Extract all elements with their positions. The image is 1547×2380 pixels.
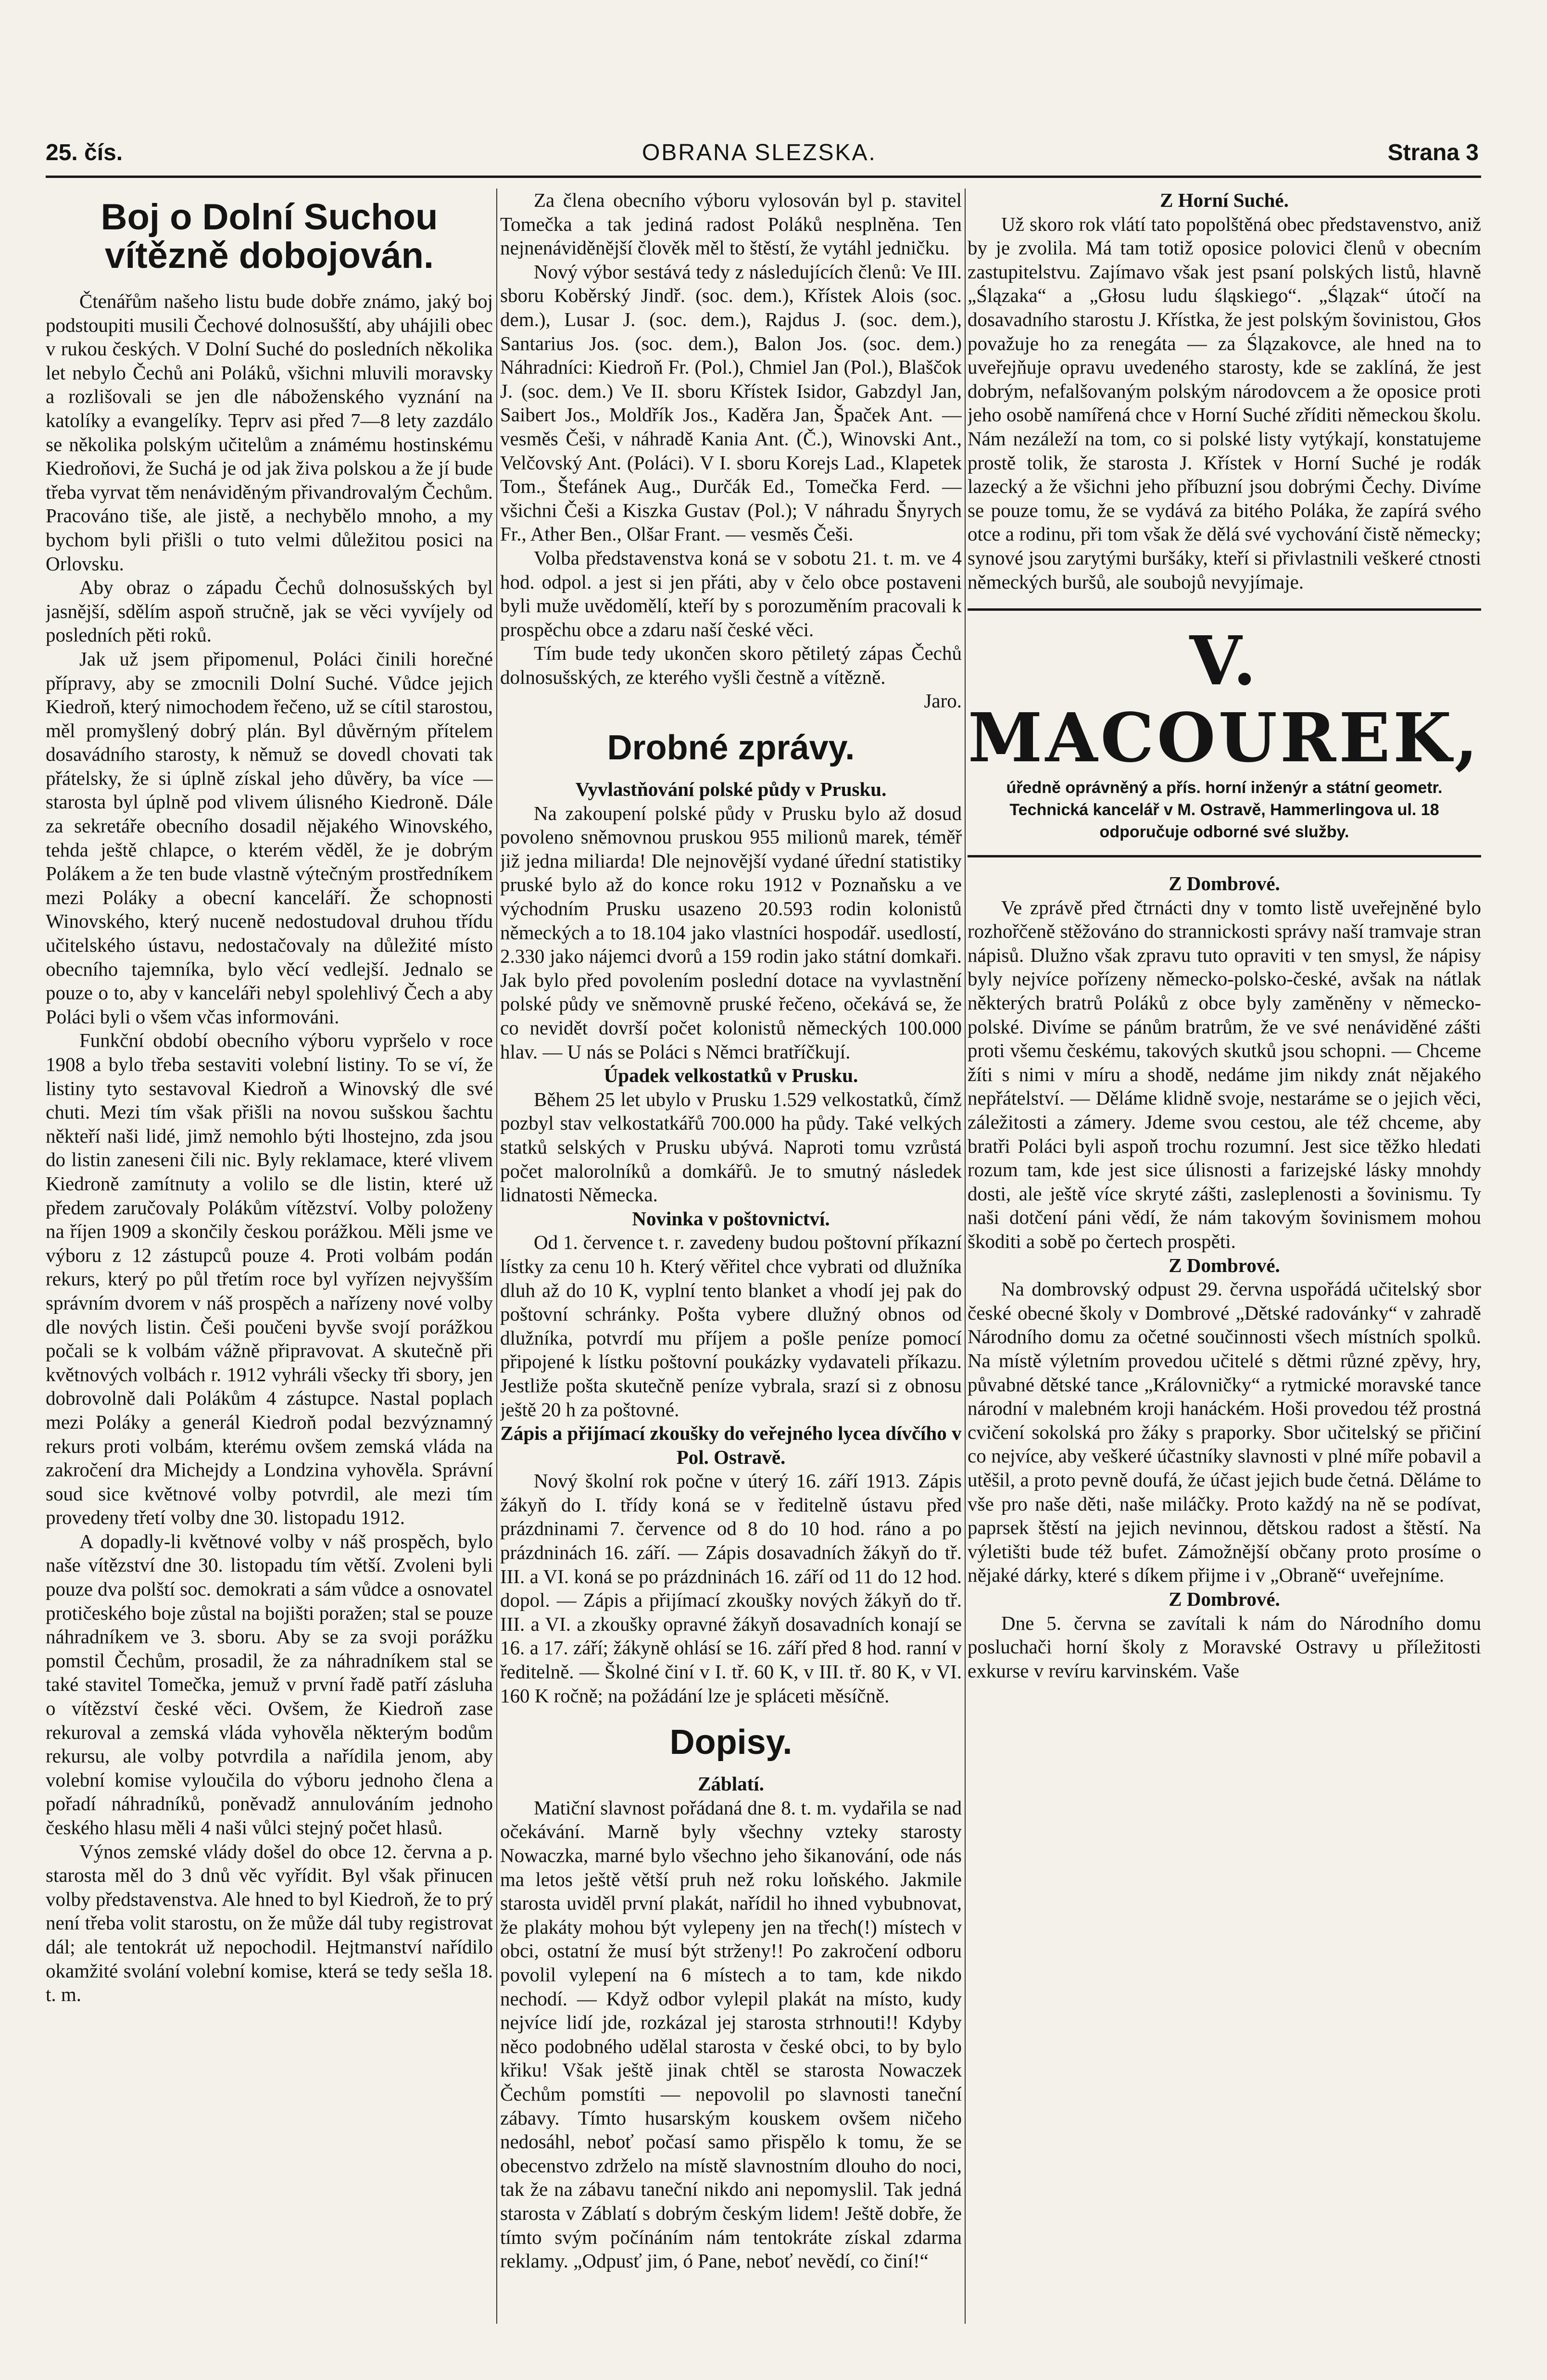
letter-text: Ve zprávě před čtrnácti dny v tomto listě uveřejněné bylo rozhořčeně stěžováno do strannickosti správy naší tramvaje stran nápisů. Dlužno však zpravu tuto opraviti v ten smysl, že nápisy byly nejvíce pořízeny německo-polsko-české, avšak na nátlak některých bratrů Poláků z obce byly zaměněny v německo-polské. Divíme se pánům bratrům, že ve své nenáviděné zášti proti všemu českému, takových skutků jsou schopni. — Chceme žíti s nimi v míru a shodě, nedáme jim nikdy znát nějakého nepřátelství. — Děláme klidně svoje, nestaráme se o jejich věci, záležitosti a zámery. Jdeme svou cestou, ale též chceme, aby bratři Poláci byli aspoň trochu rozumní. Jest sice těžko hledati rozum tam, kde jest sice úlisnosti a farizejské lásky mnohdy dosti, ale ještě více skryté zášti, zasleplenosti a šovinismu. Ty naši dotčení páni vědí, že nám takovým šovinismem mohou škoditi a sobě po čertech prospěti.: [968, 896, 1481, 1252]
column-divider: [965, 189, 966, 2324]
column-divider: [496, 189, 497, 2324]
page-number: Strana 3: [1387, 140, 1479, 165]
ad-line: úředně oprávněný a přís. horní inženýr a státní geometr.: [1006, 779, 1443, 797]
section-title-dopisy: Dopisy.: [669, 1723, 792, 1762]
letter-text: Dne 5. června se zavítali k nám do Národního domu posluchači horní školy z Moravské Ostravy u příležitosti exkurse v revíru karvinském. Vaše: [968, 1612, 1481, 1682]
issue-number: 25. čís.: [46, 140, 123, 165]
letter-heading: Z Dombrové.: [1169, 872, 1280, 895]
column-1: [46, 189, 493, 2329]
letter-text: Už skoro rok vlátí tato popolštěná obec představenstvo, aniž by je zvolila. Má tam totiž oposice polovici členů v obecním zastupitelstvu. Zajímavo však jest psaní polských listů, hlavně „Ślązaka“ a „Głosu ludu śląskiego“. „Ślązak“ útočí na dosavadního starostu J. Křístka, že jest polským šovinistou, Głos považuje ho za renegáta — za Ślązakovce, ale hned na to uveřejňuje opravu uvedeného starosty, kde se zaklíná, že jest dobrým, nefalšovaným polským národovcem a že oposice proti jeho osobě namířená chce v Horní Suché zříditi německou školu. Nám nezáleží na tom, co si polské listy vytýkají, konstatujeme prostě tolik, že starosta J. Křístek v Horní Suché je rodák lazecký a že všichni jeho příbuzní jsou dobrými Čechy. Divíme se pouze tomu, že se vydává za bitého Poláka, že zapírá svého otce a rodinu, při tom však že dělá své vychování čistě německy; synové jsou zarytými buršáky, kteří si přivlastnili veškeré ctnosti německých buršů, ale soubojů nevyjímaje.: [968, 213, 1481, 593]
article-paragraph: Aby obraz o západu Čechů dolnosušských byl jasnější, sdělím aspoň stručně, jak se věci vyvíjely od posledních pěti roků.: [46, 576, 493, 646]
article-paragraph: Tím bude tedy ukončen skoro pětiletý zápas Čechů dolnosušských, ze kterého vyšli čestně a vítězně.: [500, 642, 962, 688]
ad-line: Technická kancelář v M. Ostravě, Hammerlingova ul. 18: [1009, 801, 1439, 819]
letter-heading: Z Dombrové.: [1169, 1254, 1280, 1276]
article-paragraph: Funkční období obecního výboru vypršelo v roce 1908 a bylo třeba sestaviti volební listiny. To se ví, že listiny tyto sestavoval Kiedroň a Winovský dle své chuti. Mezi tím však přišli na novou sušskou šachtu někteří naši lidé, jimž nemohlo býti lhostejno, zda jsou do listin zaneseni čili nic. Byly reklamace, které vlivem Kiedroně zamítnuty a volilo se dle listin, které už předem zaručovaly Polákům vítězství. Volby položeny na říjen 1909 a skončily českou porážkou. Měli jsme ve výboru z 12 zástupců pouze 4. Proti volbám podán rekurs, který po půl třetím roce byl vyřízen nejvyšším správním dvorem v náš prospěch a nařízeny nové volby dle nových listin. Češi poučeni byvše svojí porážkou počali se k volbám vážně připravovat. A skutečně při květnových volbách r. 1912 vyhráli všecky tři sbory, jen dobrovolně dali Polákům 4 zástupce. Nastal poplach mezi Poláky a generál Kiedroň podal bezvýznamný rekurs proti volbám, kterému ovšem zemská vláda na zakročení dra Michejdy a Londzina vyhověla. Správní soud sice květnové volby potvrdil, ale mezi tím provedeny třetí volby dne 30. listopadu 1912.: [46, 1029, 493, 1529]
article-paragraph: Nový výbor sestává tedy z následujících členů: Ve III. sboru Koběrský Jindř. (soc. dem.), Křístek Alois (soc. dem.), Lusar J. (soc. dem.), Rajdus J. (soc. dem.), Santarius Jos. (soc. dem.), Balon Jos. (soc. dem.) Náhradníci: Kiedroň Fr. (Pol.), Chmiel Jan (Pol.), Blaščok J. (soc. dem.) Ve II. sboru Křístek Isidor, Gabzdyl Jan, Saibert Jos., Moldřík Jos., Kaděra Jan, Špaček Ant. — vesměs Češi, v náhradě Kania Ant. (Č.), Winovski Ant., Velčovský Ant. (Poláci). V I. sboru Korejs Lad., Klapetek Tom., Štefánek Aug., Durčák Ed., Tomečka Ferd. — všichni Češi a Kiszka Gustav (Pol.); V náhradu Šnyrych Fr., Ather Ben., Olšar Frant. — vesměs Češi.: [500, 260, 962, 545]
column-3: [968, 189, 1481, 2329]
column-2: [500, 189, 962, 2329]
article-title: Boj o Dolní Suchou vítězně dobojován.: [101, 197, 438, 276]
page-header: [46, 139, 1479, 168]
article-paragraph: A dopadly-li květnové volby v náš prospěch, bylo naše vítězství dne 30. listopadu tím větší. Zvoleni byli pouze dva polští soc. demokrati a sám vůdce a osnovatel protičeského boje zůstal na bojišti poražen; stal se pouze náhradníkem ve 3. sboru. Aby se za svoji porážku pomstil Čechům, prosadil, že za náhradníkem stal se také stavitel Tomečka, jemuž v první řadě patří zásluha o vítězství české věci. Ovšem, že Kiedroň zase rekuroval a zemská vláda vyhověla některým bodům rekursu, ale volby potvrdila a nařídila jenom, aby volební komise vyloučila do výboru jednoho člena a pořadí náhradníků, poněvadž annulováním jednoho českého hlasu měli 4 naši vůlci stejný počet hlasů.: [46, 1530, 493, 1839]
article-paragraph: Výnos zemské vlády došel do obce 12. června a p. starosta měl do 3 dnů věc vyřídit. Byl však přinucen volby představenstva. Ale hned to byl Kiedroň, že to prý není třeba volit starostu, on že může dál tuby registrovat dál; ale tentokrát už nepochodil. Hejtmanství nařídilo okamžité svolání volební komise, která se tedy sešla 18. t. m.: [46, 1840, 493, 2006]
article-paragraph: Jak už jsem připomenul, Poláci činili horečné přípravy, aby se zmocnili Dolní Suché. Vůdce jejich Kiedroň, který nimochodem řečeno, už se cítil starostou, měl promyšlený dobrý plán. Byl důvěrným přítelem dosavádního starosty, k němuž se dovedl chovati tak přátelsky, že si úplně získal jeho důvěry, ba více — starosta byl úplně pod vlivem úlisného Kiedroně. Dále za sekretáře obecního dosadil nějakého Winovského, tehda ještě chlapce, o kterém věděl, že je dobrým Polákem a že ten bude vlastně výtečným prostředníkem mezi Poláky a obecní kanceláří. Že schopnosti Winovského, který nuceně nedostudoval druhou třídu učitelského ústavu, nedostačovaly na důležité místo obecního tajemníka, bylo věcí vedlejší. Jednalo se pouze o to, aby v kanceláři nebyl spolehlivý Čech a aby Poláci byli o všem včas informováni.: [46, 647, 493, 1028]
letter-text: Na dombrovský odpust 29. června uspořádá učitelský sbor české obecné školy v Dombrové „Dětské radovánky“ v zahradě Národního domu za očetné součinnosti všech místních spolků. Na místě výletním provedou učitelé s dětmi různé zpěvy, hry, půvabné dětské tance „Královničky“ a rytmické moravské tance národní v malebném kroji hanáckém. Hoši provedou též prostná cvičení sokolská pro žáky s praporky. Sbor učitelský se přičiní co nejvíce, aby veškeré účastníky slavnosti v plné míře pobavil a utěšil, a proto pevně doufá, že účast jejich bude četná. Děláme to vše pro naše děti, naše miláčky. Proto každý na ně se podívat, paprsek štěstí na jejich nevinnou, dětskou radost a štěstí. Na výletišti bude též bufet. Zámožnější občany proto prosíme o nějaké dárky, které s díkem přijme i v „Obraně“ uveřejníme.: [968, 1278, 1481, 1587]
ad-line: odporučuje odborné své služby.: [1099, 823, 1349, 842]
news-heading: Novinka v poštovnictví.: [632, 1207, 830, 1230]
letter-text: Matiční slavnost pořádaná dne 8. t. m. vydařila se nad očekávání. Marně byly všechny vzteky starosty Nowaczka, marné bylo všechno jeho šikanování, ode nás ma letos ještě větší pruh než roku loňského. Jakmile starosta uviděl první plakát, nařídil ho ihned vybubnovat, že plakáty mohou být vylepeny jen na třech(!) místech v obci, ostatní že musí být strženy!! Po zakročení odboru povolil vylepení na 6 místech a to tam, kde nikdo nechodí. — Když odbor vylepil plakát na místo, kudy nejvíce lidí jde, rozkázal jej starosta strhnouti!! Kdyby něco podobného udělal starosta v české obci, to by bylo křiku! Však ještě jinak chtěl se starosta Nowaczek Čechům pomstíti — nepovolil po slavnosti taneční zábavy. Tímto husarským kouskem ovšem ničeho nedosáhl, neboť počasí samo přispělo k tomu, že se obecenstvo zdrželo na místě slavnostním dlouho do noci, tak že na zábavu taneční nikdo ani nepomyslil. Tak jedná starosta v Záblatí s dobrým českým lidem! Ještě dobře, že tímto svým počínáním nám tentokráte získal zdarma reklamy. „Odpusť jim, ó Pane, neboť nevědí, co činí!“: [500, 1796, 962, 2272]
news-text: Od 1. července t. r. zavedeny budou poštovní příkazní lístky za cenu 10 h. Který věřitel chce vybrati od dlužníka dluh až do 10 K, vyplní tento blanket a vhodí jej pak do poštovní schránky. Pošta vybere dlužný obnos od dlužníka, potvrdí mu příjem a pošle peníze pomocí připojené k lístku poštovní poukázky vydavateli příkazu. Jestliže pošta skutečně peníze vybrala, srazí si z obnosu ještě 20 h za poštovné.: [500, 1231, 962, 1421]
letter-heading: Z Dombrové.: [1169, 1587, 1280, 1610]
news-heading: Zápis a přijímací zkoušky do veřejného lycea dívčího v Pol. Ostravě.: [500, 1422, 962, 1468]
letter-heading: Záblatí.: [698, 1773, 764, 1795]
news-text: Během 25 let ubylo v Prusku 1.529 velkostatků, čímž pozbyl stav velkostatkářů 700.000 ha půdy. Také velkých statků selských v Prusku ubývá. Naproti tomu vzrůstá počet malorolníků a domkářů. Je to smutný následek lidnatosti Německa.: [500, 1088, 962, 1206]
letter-heading: Z Horní Suché.: [1160, 189, 1289, 211]
article-signature: Jaro.: [924, 690, 962, 712]
article-paragraph: Za člena obecního výboru vylosován byl p. stavitel Tomečka a tak jediná radost Poláků nesplněna. Ten nejnenáviděnější člověk měl to štěstí, že vytáhl jedničku.: [500, 189, 962, 259]
news-heading: Vyvlastňování polské půdy v Prusku.: [575, 778, 887, 801]
news-text: Na zakoupení polské půdy v Prusku bylo až dosud povoleno sněmovnou pruskou 955 milionů marek, téměř již jedna miliarda! Dle nejnovější vydané úřední statistiky pruské bylo až do konce roku 1912 v Poznaňsku a ve východním Prusku usazeno 20.593 rodin kolonistů německých a to 18.104 jako vlastníci hospodář. usedlostí, 2.330 jako nájemci dvorů a 159 rodin jako státní domkaři. Jak bylo před povolením poslední dotace na vyvlastnění polské půdy ve sněmovně pruské řečeno, očekává se, že co nevidět dovrší počet kolonistů německých 100.000 hlav. — U nás se Poláci s Němci bratříčkují.: [500, 802, 962, 1063]
header-rule: [46, 176, 1481, 178]
news-text: Nový školní rok počne v úterý 16. září 1913. Zápis žákyň do I. třídy koná se v ředitelně ústavu před prázdninami 7. července od 8 do 10 hod. ráno a po prázdninách 16. září. — Zápis dosavadních žákyň do tř. III. a VI. koná se po prázdninách 16. září od 11 do 12 hod. dopol. — Zápis a přijímací zkoušky nových žákyň do tř. III. a VI. a zkoušky opravné žákyň dosavadních konají se 16. a 17. září; žákyně ohlásí se 16. září před 8 hod. ranní v ředitelně. — Školné činí v I. tř. 60 K, v III. tř. 80 K, v VI. 160 K ročně; na požádání lze je spláceti měsíčně.: [500, 1470, 962, 1707]
section-title-drobne: Drobné zprávy.: [607, 729, 855, 768]
advertisement: [968, 608, 1481, 857]
article-paragraph: Čtenářům našeho listu bude dobře známo, jaký boj podstoupiti musili Čechové dolnosušští, aby uhájili obec v rukou českých. V Dolní Suché do posledních několika let nebylo Čechů ani Poláků, všichni mluvili moravsky a rozlišovali se jen dle náboženského vyznání na katolíky a evangelíky. Teprv asi před 7—8 lety zazdálo se několika polským učitelům a známému hostinskému Kiedroňovi, že Suchá je od jak živa polskou a že jí bude třeba vyrvat těm nenáviděným přivandrovalým Čechům. Pracováno tiše, ale jistě, a nechybělo mnoho, a my bychom byli přišli o tuto velmi důležitou posici na Orlovsku.: [46, 290, 493, 575]
ad-name: V. MACOUREK,: [968, 622, 1481, 778]
article-paragraph: Volba představenstva koná se v sobotu 21. t. m. ve 4 hod. odpol. a jest si jen přáti, aby v čelo obce postaveni byli muže uvědomělí, kteří by s porozuměním pracovali k prospěchu obce a zdaru naší české věci.: [500, 546, 962, 641]
news-heading: Úpadek velkostatků v Prusku.: [604, 1064, 858, 1087]
newspaper-name: OBRANA SLEZSKA.: [642, 140, 877, 165]
